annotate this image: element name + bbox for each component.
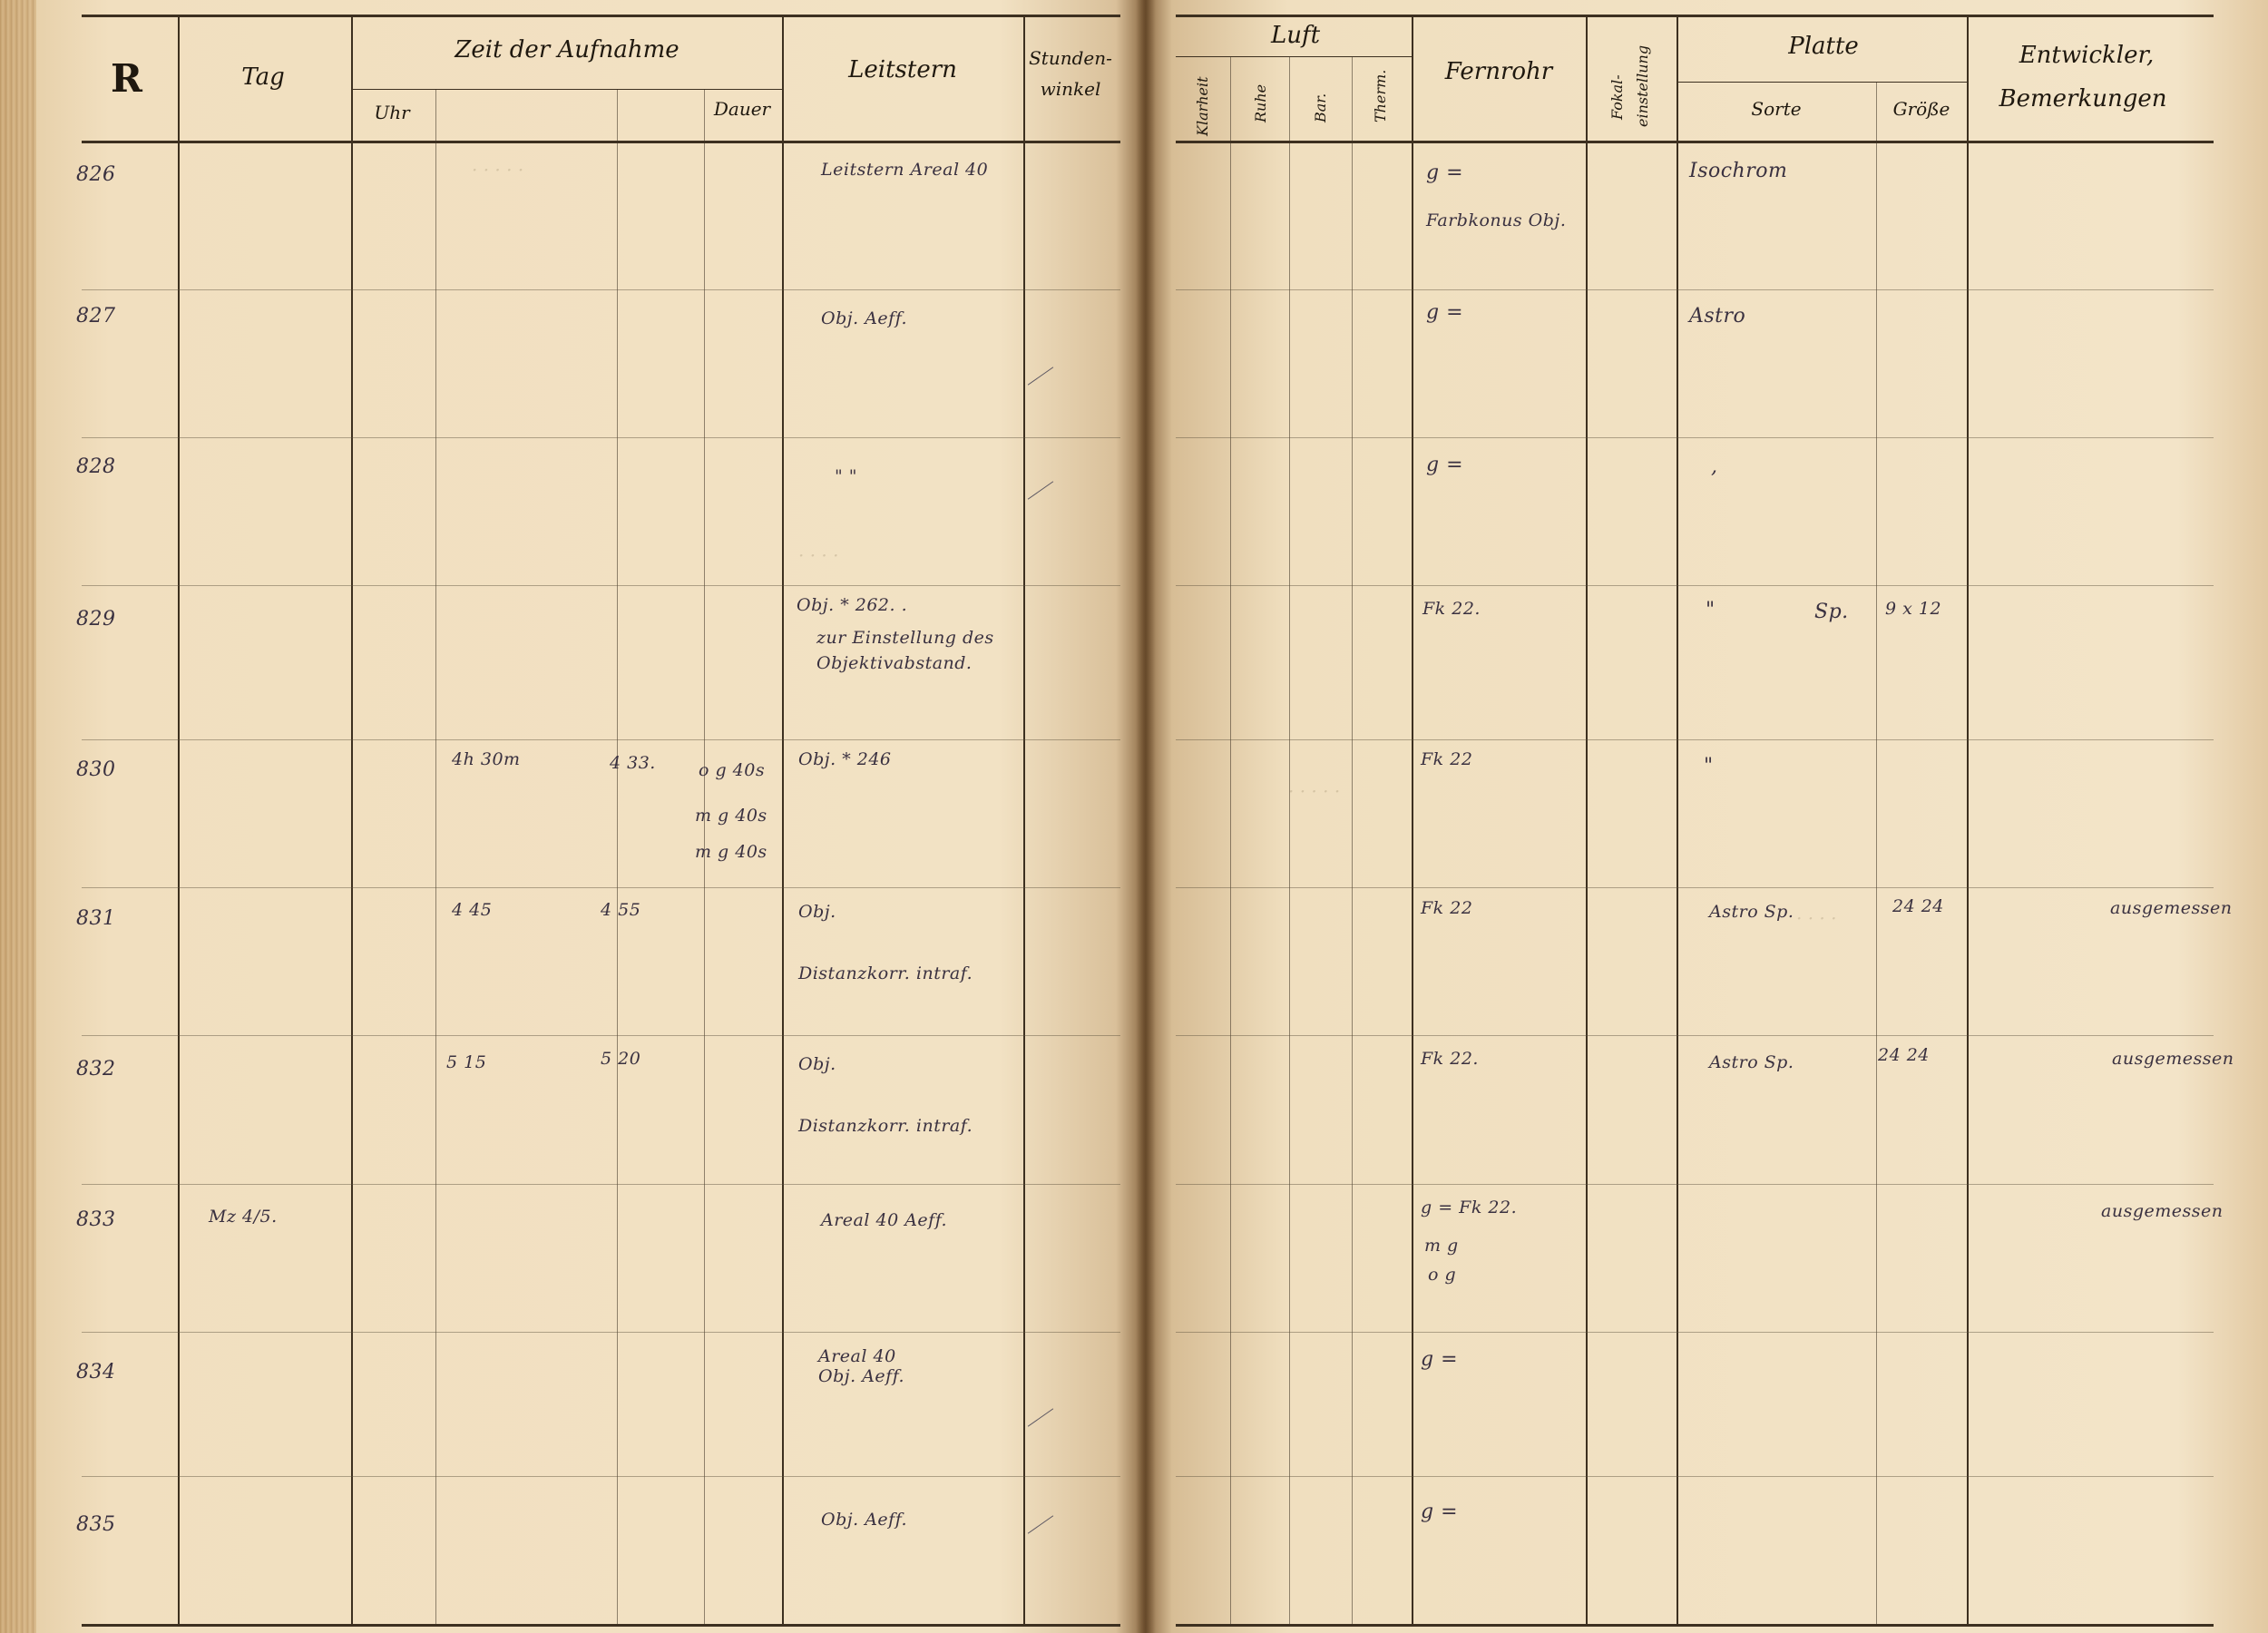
row-830-leitstern: Obj. * 246	[798, 749, 892, 769]
row-826-number: 826	[76, 163, 116, 186]
row-rule	[1176, 1476, 2214, 1477]
row-832-bemerkungen: ausgemessen	[2112, 1049, 2234, 1069]
row-rule	[1176, 1332, 2214, 1333]
row-834-leitstern-2: Obj. Aeff.	[818, 1366, 905, 1386]
header-einstellung: einstellung	[1634, 44, 1651, 127]
right-col-klarheit	[1230, 56, 1231, 1626]
row-835-number: 835	[76, 1513, 116, 1536]
row-rule	[82, 289, 1120, 290]
header-therm: Therm.	[1372, 69, 1389, 122]
header-r: R	[111, 56, 142, 101]
stundenwinkel-tick	[1028, 1408, 1053, 1426]
row-833-bemerkungen: ausgemessen	[2101, 1201, 2224, 1221]
right-col-sorte	[1876, 82, 1877, 1626]
row-828-leitstern: " "	[835, 466, 858, 486]
right-col-platte	[1967, 16, 1969, 1627]
header-stundenwinkel-2: winkel	[1040, 78, 1101, 100]
row-829-leitstern-2: zur Einstellung des	[816, 628, 994, 648]
left-col-leitstern	[1023, 16, 1025, 1627]
left-col-uhr2	[617, 89, 618, 1627]
left-subheader-rule	[351, 89, 782, 90]
row-833-fernrohr-2: m g	[1424, 1236, 1459, 1256]
row-826-leitstern: Leitstern Areal 40	[821, 160, 989, 180]
header-ruhe: Ruhe	[1252, 83, 1269, 122]
row-831-leitstern-2: Distanzkorr. intraf.	[798, 963, 973, 983]
row-830-fernrohr: Fk 22	[1421, 749, 1473, 769]
row-829-number: 829	[76, 608, 116, 631]
header-stundenwinkel-1: Stunden-	[1029, 47, 1112, 69]
row-rule	[82, 1035, 1120, 1036]
row-833-number: 833	[76, 1208, 116, 1231]
row-832-leitstern-2: Distanzkorr. intraf.	[798, 1116, 973, 1136]
row-rule	[1176, 289, 2214, 290]
row-832-fernrohr: Fk 22.	[1421, 1049, 1479, 1069]
row-831-bemerkungen: ausgemessen	[2110, 898, 2233, 918]
row-rule	[1176, 585, 2214, 586]
row-rule	[1176, 739, 2214, 740]
right-col-fernrohr	[1586, 16, 1588, 1627]
row-834-fernrohr: g =	[1421, 1348, 1459, 1371]
row-rule	[82, 585, 1120, 586]
right-col-luft	[1412, 16, 1413, 1627]
row-rule	[1176, 1035, 2214, 1036]
row-829-sorte: "	[1706, 599, 1716, 621]
right-col-ruhe	[1289, 56, 1290, 1626]
header-tag: Tag	[241, 64, 285, 91]
row-829-groesse: 9 x 12	[1885, 599, 1942, 619]
stundenwinkel-tick	[1028, 1515, 1053, 1533]
row-831-leitstern: Obj.	[798, 902, 836, 922]
row-826-fernrohr-2: Farbkonus Obj.	[1426, 210, 1567, 230]
header-bar: Bar.	[1312, 93, 1329, 122]
left-col-zeit	[782, 16, 784, 1627]
row-831-uhr-end: 4 55	[601, 900, 641, 920]
row-828-sorte: ,	[1711, 455, 1718, 478]
header-klarheit: Klarheit	[1194, 76, 1211, 136]
bleed-through-text: · · · · ·	[1288, 780, 1341, 802]
row-831-sorte: Astro Sp.	[1709, 902, 1794, 922]
bleed-through-text: · · · ·	[798, 544, 839, 566]
right-platte-rule	[1677, 82, 1967, 83]
row-829-leitstern-3: Objektivabstand.	[816, 653, 973, 673]
header-fernrohr: Fernrohr	[1444, 58, 1553, 85]
row-832-uhr-end: 5 20	[601, 1049, 641, 1069]
row-834-number: 834	[76, 1361, 116, 1384]
header-fokal: Fokal-	[1608, 74, 1626, 120]
row-830-dauer-3: m g 40s	[695, 842, 767, 862]
row-831-groesse: 24 24	[1892, 896, 1944, 916]
right-col-fokal	[1677, 16, 1678, 1627]
bleed-through-text: · · · ·	[1796, 907, 1837, 929]
row-833-fernrohr-3: o g	[1428, 1265, 1457, 1285]
row-rule	[82, 739, 1120, 740]
right-top-rule	[1176, 15, 2214, 17]
row-rule	[1176, 437, 2214, 438]
row-826-fernrohr: g =	[1426, 161, 1464, 184]
row-835-fernrohr: g =	[1421, 1501, 1459, 1523]
header-platte: Platte	[1788, 33, 1859, 60]
header-leitstern: Leitstern	[848, 56, 957, 83]
row-832-number: 832	[76, 1058, 116, 1081]
row-830-dauer-1: o g 40s	[699, 760, 766, 780]
row-830-number: 830	[76, 758, 116, 781]
header-bemerkungen: Bemerkungen	[1999, 85, 2167, 112]
right-bottom-rule	[1176, 1624, 2214, 1627]
bleed-through-text: · · · · ·	[472, 159, 524, 181]
stundenwinkel-tick	[1028, 367, 1053, 385]
right-col-bar	[1352, 56, 1353, 1626]
row-834-leitstern: Areal 40	[818, 1346, 896, 1366]
row-830-dauer-2: m g 40s	[695, 806, 767, 826]
row-829-sorte-2: Sp.	[1814, 601, 1849, 623]
row-rule	[82, 437, 1120, 438]
left-col-tag	[351, 16, 353, 1627]
header-uhr: Uhr	[374, 102, 410, 123]
page-edges	[0, 0, 36, 1633]
header-sorte: Sorte	[1751, 98, 1802, 120]
stundenwinkel-tick	[1028, 481, 1053, 499]
left-top-rule	[82, 15, 1120, 17]
row-827-fernrohr: g =	[1426, 301, 1464, 324]
header-dauer: Dauer	[713, 98, 771, 120]
left-header-rule	[82, 141, 1120, 143]
row-828-number: 828	[76, 455, 116, 478]
row-833-leitstern: Areal 40 Aeff.	[821, 1210, 948, 1230]
row-rule	[1176, 1184, 2214, 1185]
row-rule	[1176, 887, 2214, 888]
row-rule	[82, 1184, 1120, 1185]
row-830-uhr-start: 4h 30m	[452, 749, 521, 769]
header-entwickler: Entwickler,	[2019, 42, 2155, 69]
row-832-sorte: Astro Sp.	[1709, 1052, 1794, 1072]
row-833-fernrohr: g = Fk 22.	[1421, 1198, 1518, 1217]
header-zeit-der-aufnahme: Zeit der Aufnahme	[455, 36, 679, 64]
right-header-rule	[1176, 141, 2214, 143]
row-831-number: 831	[76, 907, 116, 930]
row-832-uhr-start: 5 15	[446, 1052, 487, 1072]
row-rule	[82, 1476, 1120, 1477]
left-col-r	[178, 16, 180, 1627]
row-831-fernrohr: Fk 22	[1421, 898, 1473, 918]
row-827-number: 827	[76, 305, 116, 328]
row-829-fernrohr: Fk 22.	[1422, 599, 1481, 619]
row-835-leitstern: Obj. Aeff.	[821, 1510, 908, 1530]
book-spine	[1136, 0, 1156, 1633]
row-832-leitstern: Obj.	[798, 1054, 836, 1074]
row-rule	[82, 887, 1120, 888]
row-829-leitstern: Obj. * 262. .	[797, 595, 908, 615]
row-827-sorte: Astro	[1689, 305, 1746, 328]
row-827-leitstern: Obj. Aeff.	[821, 308, 908, 328]
row-830-uhr-end: 4 33.	[610, 753, 656, 773]
row-833-tag: Mz 4/5.	[209, 1207, 278, 1227]
row-832-groesse: 24 24	[1878, 1045, 1930, 1065]
left-bottom-rule	[82, 1624, 1120, 1627]
header-luft: Luft	[1270, 22, 1321, 49]
right-luft-rule	[1176, 56, 1412, 57]
header-groesse: Größe	[1892, 98, 1950, 120]
row-826-sorte: Isochrom	[1689, 160, 1788, 182]
row-831-uhr-start: 4 45	[452, 900, 493, 920]
row-rule	[82, 1332, 1120, 1333]
row-830-sorte: "	[1704, 755, 1714, 777]
row-828-fernrohr: g =	[1426, 454, 1464, 476]
left-col-uhr	[435, 89, 436, 1627]
